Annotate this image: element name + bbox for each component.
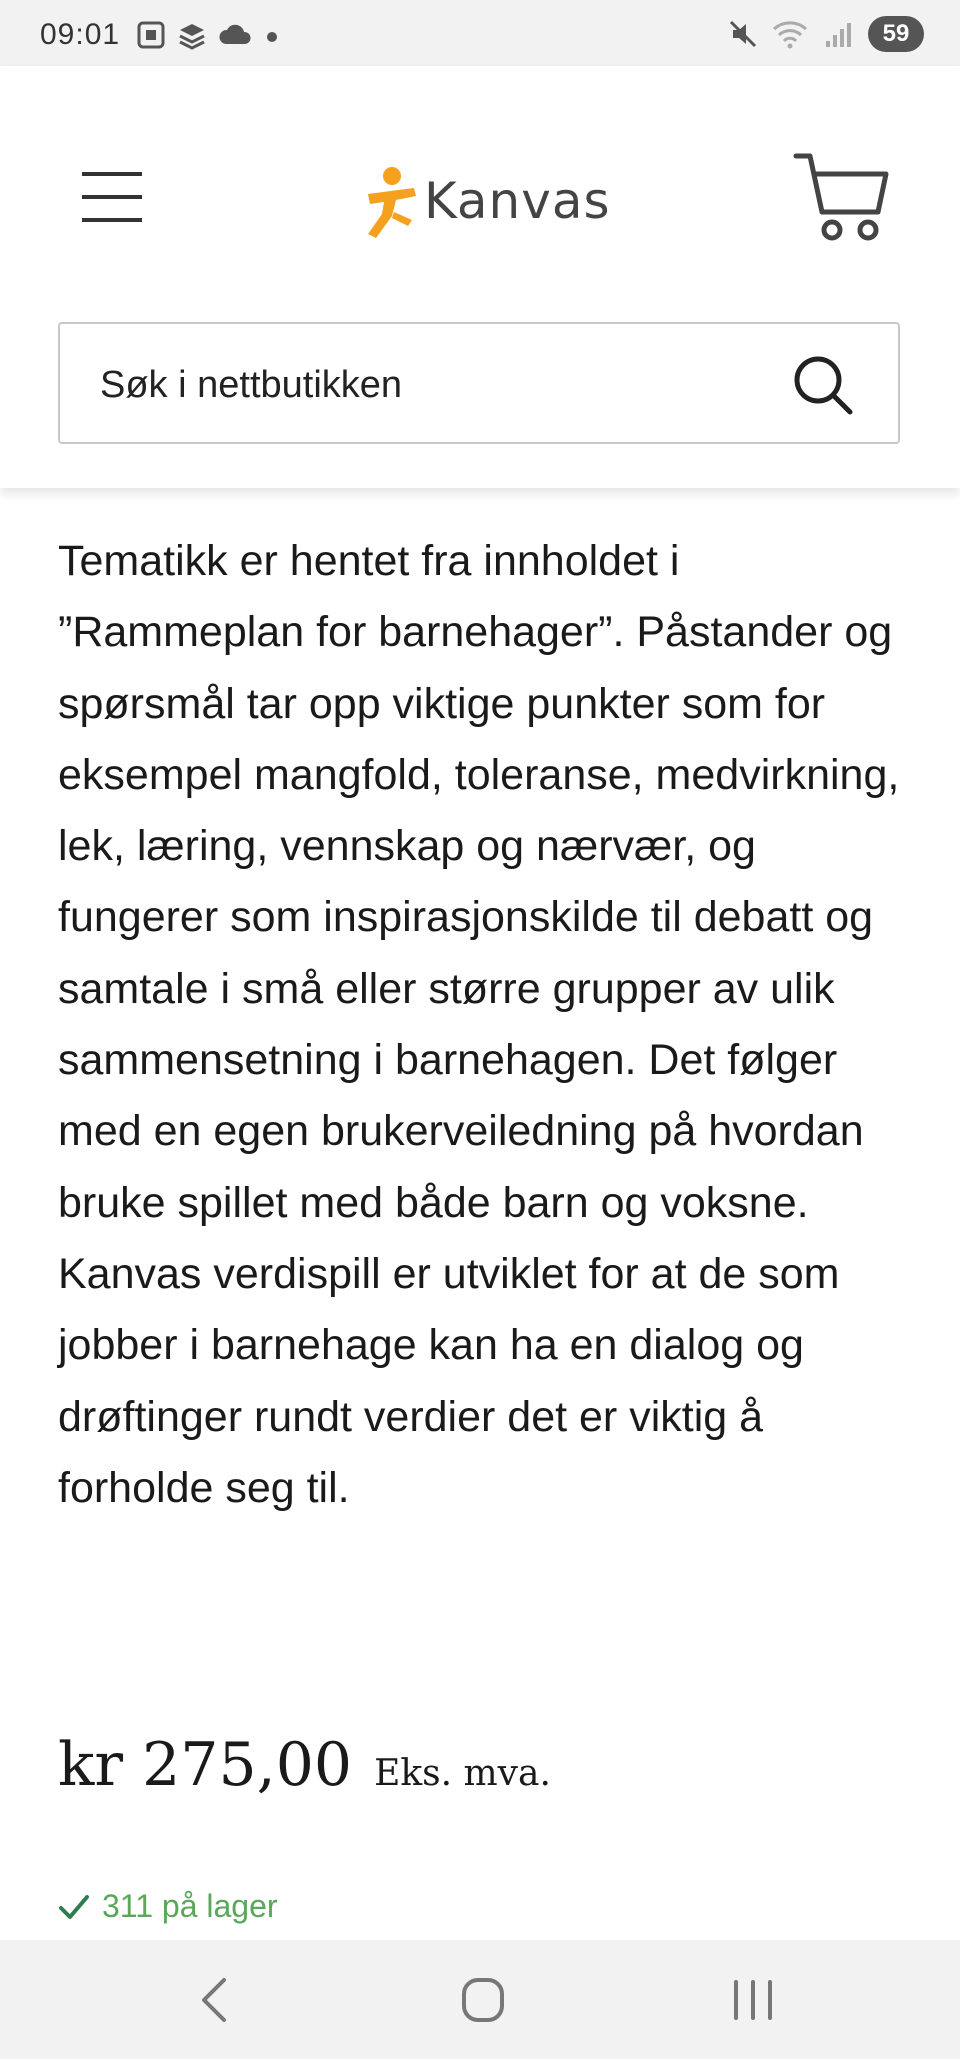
recents-icon bbox=[718, 1970, 788, 2030]
checkmark-icon bbox=[58, 1893, 90, 1921]
status-right-icons bbox=[728, 16, 924, 52]
search-box bbox=[58, 322, 900, 444]
price-value: kr 275,00 bbox=[58, 1730, 353, 1800]
shopping-cart-icon bbox=[792, 150, 892, 246]
logo-text: Kanvas bbox=[424, 172, 611, 230]
signal-icon bbox=[824, 19, 854, 49]
status-left-icons bbox=[136, 20, 282, 50]
search-input[interactable] bbox=[98, 354, 742, 416]
mute-icon bbox=[728, 19, 758, 49]
logo-figure-icon bbox=[362, 164, 426, 240]
status-bar bbox=[0, 0, 960, 66]
product-description: Tematikk er hentet fra innholdet i ”Rammeplan for barnehager”. Påstander og spørsmål tar opp viktige punkter som for eksempel mangfold, toleranse, medvirkning, lek, læring, vennskap og nærvær, og fungerer som inspirasjonskilde til debatt og samtale i små eller større grupper av ulik sammensetning i barnehagen. Det følger med en egen brukerveiledning på hvordan bruke spillet med både barn og voksne. Kanvas verdispill er utviklet for at de som jobber i barnehage kan ha en dialog og drøftinger rundt verdier det er viktig å forholde seg til. bbox=[58, 537, 900, 1512]
recents-button[interactable] bbox=[718, 1970, 788, 2030]
stack-icon bbox=[176, 20, 208, 50]
status-time: 09:01 bbox=[40, 18, 121, 51]
stock-text: 311 på lager bbox=[102, 1888, 278, 1924]
screenshot-icon bbox=[136, 20, 166, 50]
menu-button[interactable] bbox=[76, 166, 148, 228]
price-suffix: Eks. mva. bbox=[374, 1753, 551, 1794]
kanvas-logo[interactable] bbox=[362, 164, 611, 240]
cloud-icon bbox=[218, 22, 252, 48]
back-icon bbox=[180, 1970, 250, 2030]
search-icon bbox=[792, 354, 854, 416]
dot-icon bbox=[262, 25, 282, 45]
cart-button[interactable] bbox=[792, 150, 892, 246]
stock-status bbox=[58, 1888, 278, 1925]
search-button[interactable] bbox=[792, 354, 854, 416]
hamburger-menu-icon bbox=[82, 172, 142, 176]
site-header bbox=[0, 66, 960, 488]
price-row bbox=[58, 1730, 551, 1800]
battery-badge: 59 bbox=[868, 16, 924, 52]
home-button[interactable] bbox=[448, 1970, 518, 2030]
system-nav-bar bbox=[0, 1940, 960, 2059]
wifi-icon bbox=[772, 19, 810, 49]
home-icon bbox=[448, 1970, 518, 2030]
back-button[interactable] bbox=[180, 1970, 250, 2030]
